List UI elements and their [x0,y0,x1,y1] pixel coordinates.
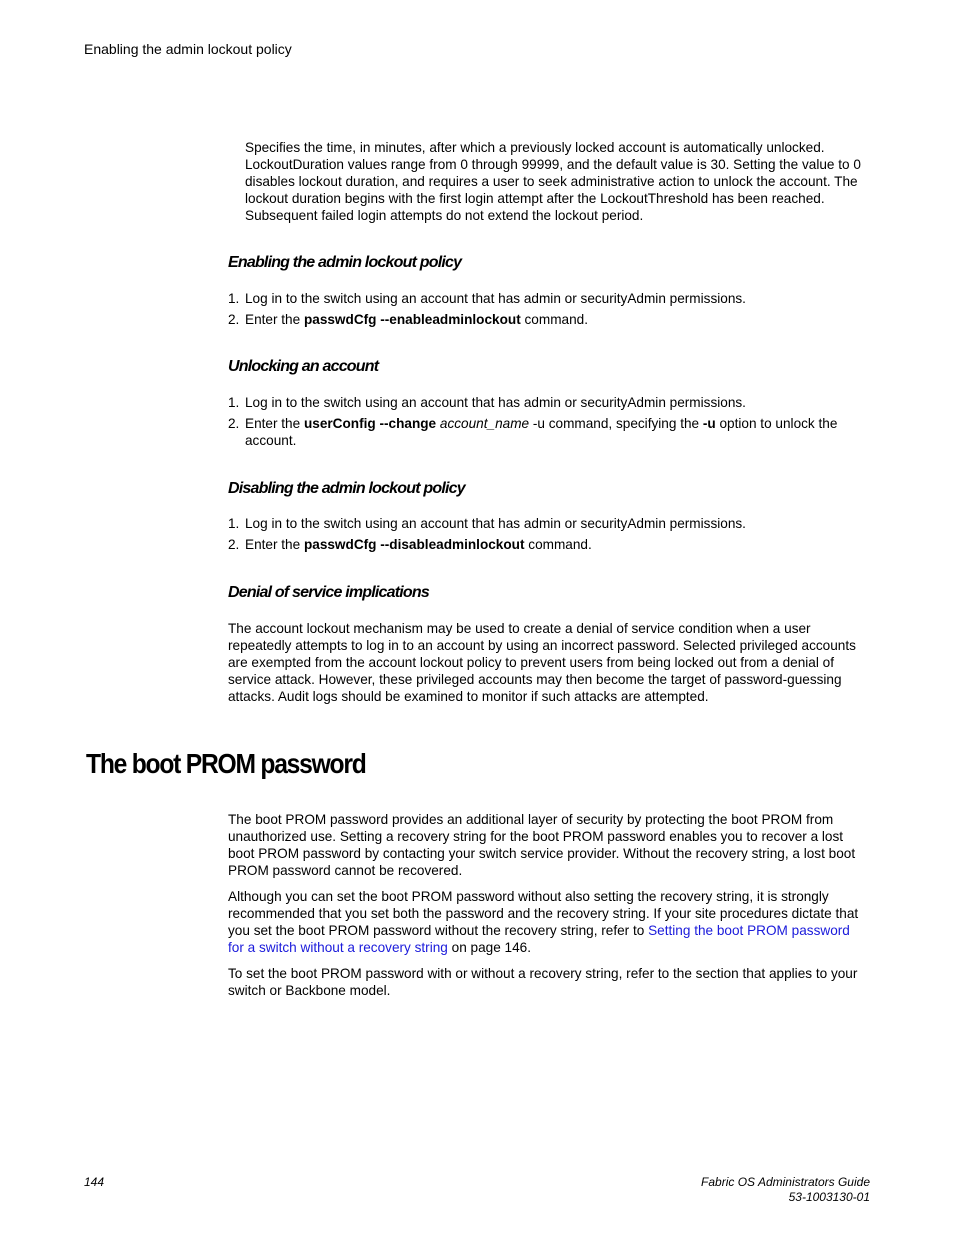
page-number: 144 [84,1175,105,1189]
step-text: option to unlock the account. [245,416,838,448]
command-argument: account_name [439,416,530,431]
step-text: Enter the [245,537,304,552]
step-text: -u command, specifying the [529,416,703,431]
step-text: command. [524,537,592,552]
boot-prom-paragraph-2 [228,888,868,956]
list-item: 2. Enter the passwdCfg --disableadminlockout command. [228,537,592,552]
step-text: Log in to the switch using an account that has admin or securityAdmin permissions. [245,291,746,306]
option-text: -u [702,416,716,431]
step-text: command. [520,312,588,327]
enable-lockout-steps [228,290,868,332]
boot-prom-section-body [228,811,868,1008]
footer-doc-info [701,1175,870,1205]
unlock-account-steps [228,394,868,453]
step-text: Enter the [245,416,304,431]
unlock-account-heading: Unlocking an account [228,358,379,375]
running-header: Enabling the admin lockout policy [84,41,292,57]
denial-of-service-heading: Denial of service implications [228,584,429,601]
doc-number: 53-1003130-01 [788,1190,870,1204]
disable-lockout-heading: Disabling the admin lockout policy [228,480,465,497]
cross-reference-link[interactable]: Setting the boot PROM password for a switch without a recovery string [228,923,850,955]
step-text: Log in to the switch using an account that has admin or securityAdmin permissions. [245,516,746,531]
disable-lockout-steps [228,515,868,557]
doc-title: Fabric OS Administrators Guide [701,1175,870,1189]
list-item: 1. Log in to the switch using an account that has admin or securityAdmin permissions. [228,291,746,306]
paragraph-text: Although you can set the boot PROM password without also setting the recovery string, it is strongly recommended that you set both the password and the recovery string. If your site procedures dictate that you set the boot PROM password without the recovery string, refer to [228,889,859,938]
boot-prom-paragraph-3: To set the boot PROM password with or without a recovery string, refer to the section that applies to your switch or Backbone model. [228,966,858,998]
lockout-duration-description: Specifies the time, in minutes, after which a previously locked account is automatically unlocked. LockoutDuration values range from 0 through 99999, and the default value is 30. Setting the value to 0 disables lockout duration, and requires a user to seek administrative action to unlock the account. The lockout duration begins with the first login attempt after the LockoutThreshold has been reached. Subsequent failed login attempts do not extend the lockout period. [245,140,861,223]
enable-lockout-heading: Enabling the admin lockout policy [228,254,462,271]
denial-of-service-paragraph: The account lockout mechanism may be used to create a denial of service condition when a user repeatedly attempts to log in to an account by using an incorrect password. Selected privileged accounts are exempted from the account lockout policy to prevent users from being locked out from a denial of service attack. However, these privileged accounts may then become the target of password-guessing attacks. Audit logs should be examined to monitor if such attacks are attempted. [228,621,856,704]
command-text: passwdCfg --enableadminlockout [303,312,521,327]
boot-prom-paragraph-1: The boot PROM password provides an additional layer of security by protecting the boot PROM from unauthorized use. Setting a recovery string for the boot PROM password enables you to recover a lost boot PROM password by contacting your switch service provider. Without the recovery string, a lost boot PROM password cannot be recovered. [228,812,856,878]
command-text: userConfig --change [303,416,437,431]
list-item: 1. Log in to the switch using an account that has admin or securityAdmin permissions. [228,516,746,531]
command-text: passwdCfg --disableadminlockout [303,537,525,552]
list-item: 2. Enter the userConfig --change account_name -u command, specifying the -u option to unlock the account. [228,416,838,448]
step-text: Enter the [245,312,304,327]
boot-prom-heading: The boot PROM password [86,748,366,779]
list-item: 2. Enter the passwdCfg --enableadminlockout command. [228,312,588,327]
step-text: Log in to the switch using an account that has admin or securityAdmin permissions. [245,395,746,410]
list-item: 1. Log in to the switch using an account that has admin or securityAdmin permissions. [228,395,746,410]
paragraph-text: on page 146. [447,940,532,955]
